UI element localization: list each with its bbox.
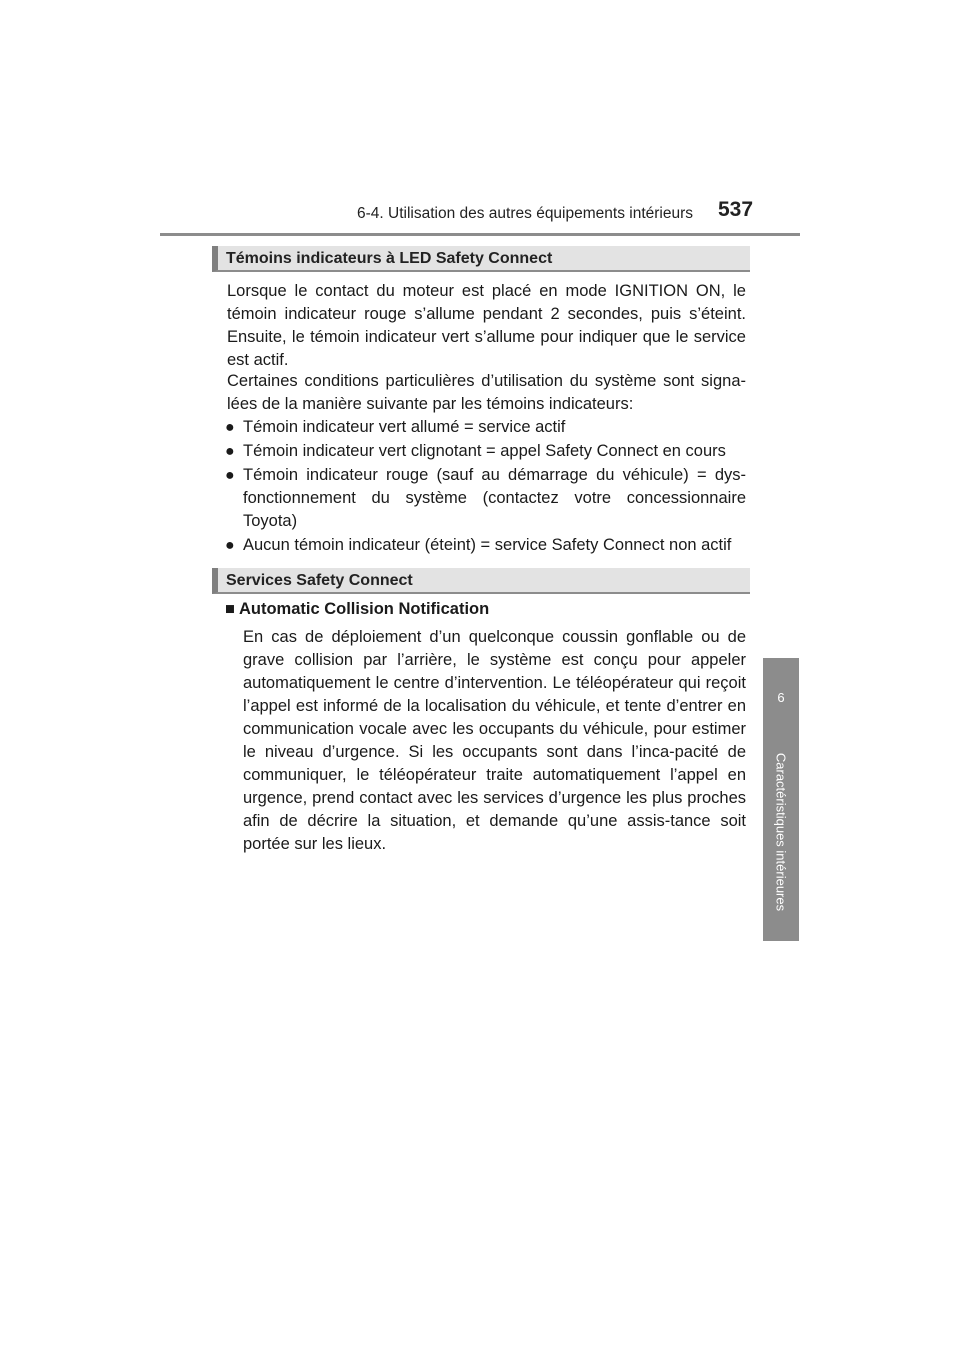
list-item-text: Témoin indicateur rouge (sauf au démarrage du véhicule) = dys-fonctionnement du système (contactez votre concessionnaire Toyota)	[243, 466, 746, 530]
list-item-text: Témoin indicateur vert clignotant = appel Safety Connect en cours	[243, 442, 726, 460]
bullet-icon: ●	[225, 467, 235, 484]
side-tab-label: Caractéristiques intérieures	[773, 752, 789, 912]
subsection-heading-text: Automatic Collision Notification	[238, 600, 490, 618]
list-item-text: Témoin indicateur vert allumé = service actif	[243, 418, 566, 436]
chapter-title: 6-4. Utilisation des autres équipements intérieurs	[357, 205, 694, 222]
section-heading-text: Témoins indicateurs à LED Safety Connect	[226, 250, 553, 267]
bullet-icon: ●	[225, 419, 235, 436]
paragraph-conditions: Certaines conditions particulières d’utilisation du système sont signa-lées de la manière suivante par les témoins indicateurs:	[227, 372, 746, 413]
side-tab-number: 6	[777, 690, 785, 705]
section-heading-text: Services Safety Connect	[226, 572, 413, 589]
list-item	[225, 440, 746, 463]
paragraph-collision-notification: En cas de déploiement d’un quelconque coussin gonflable ou de grave collision par l’arrière, le système est conçu pour appeler automatiquement le centre d’intervention. Le téléopérateur qui reçoit l’appel est informé de la localisation du véhicule, et tente d’entrer en communication vocale avec les occupants du véhicule, pour estimer le niveau d’urgence. Si les occupants sont dans l’inca-pacité de communiquer, le téléopérateur traite automatiquement l’appel en urgence, prend contact avec les services d’urgence les plus proches afin de décrire la situation, et demande qu’une assis-tance soit portée sur les lieux.	[243, 628, 746, 853]
list-item	[225, 464, 746, 533]
page-number: 537	[718, 198, 754, 221]
section-heading-led-indicators	[212, 246, 750, 272]
paragraph-intro: Lorsque le contact du moteur est placé en mode IGNITION ON, le témoin indicateur rouge s’allume pendant 2 secondes, puis s’éteint. Ensuite, le témoin indicateur vert s’allume pour indiquer que le service est actif.	[227, 282, 746, 369]
bullet-icon: ●	[225, 537, 235, 554]
list-item	[225, 534, 746, 557]
list-item-text: Aucun témoin indicateur (éteint) = service Safety Connect non actif	[243, 536, 732, 554]
list-item	[225, 416, 746, 439]
section-heading-services	[212, 568, 750, 594]
bullet-icon: ●	[225, 443, 235, 460]
square-marker-icon: ■	[225, 600, 235, 618]
header-divider	[160, 233, 800, 236]
subsection-heading	[225, 600, 489, 619]
